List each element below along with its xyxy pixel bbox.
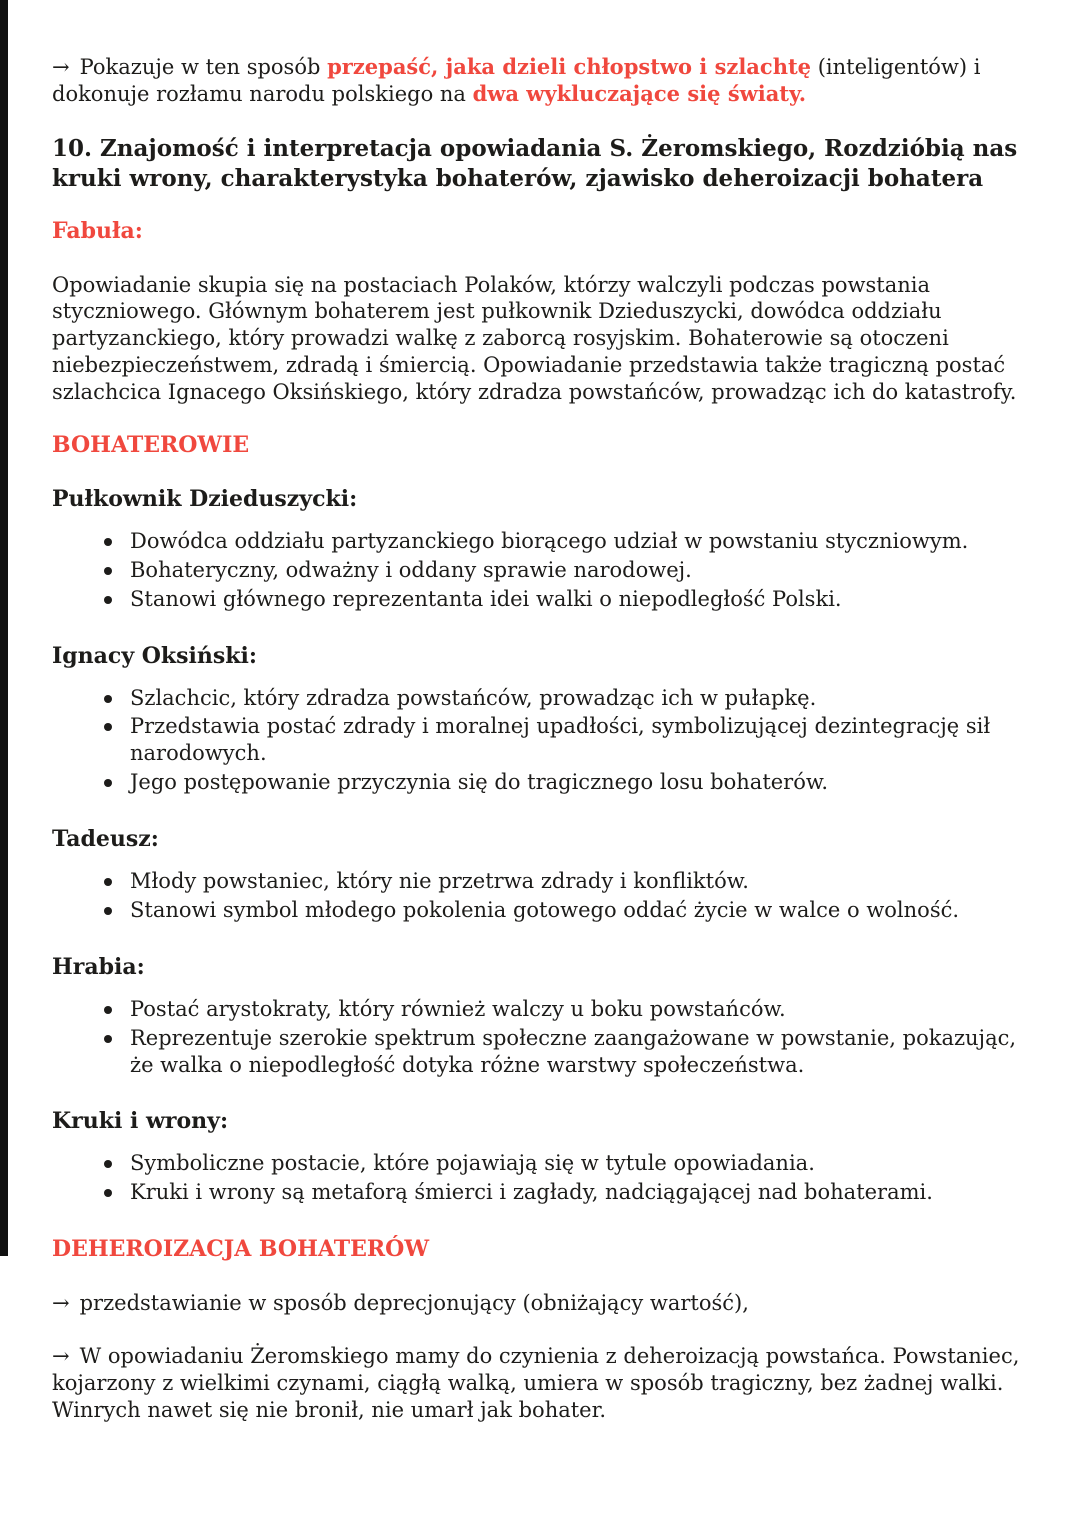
character-bullet: Reprezentuje szerokie spektrum społeczne zaangażowane w powstanie, pokazując, że walka o niepodległość dotyka różne warstwy społeczeństwa.: [130, 1025, 1034, 1079]
character-bullet: Symboliczne postacie, które pojawiają się w tytule opowiadania.: [130, 1150, 1034, 1177]
intro-text-1: Pokazuje w ten sposób: [79, 55, 328, 79]
main-heading: 10. Znajomość i interpretacja opowiadania S. Żeromskiego, Rozdzióbią nas kruki wrony, charakterystyka bohaterów, zjawisko deheroizacji bohatera: [52, 134, 1018, 192]
left-edge-bar: [0, 0, 8, 1256]
character-section-hrabia: [52, 954, 1034, 1079]
character-bullet-list: [52, 528, 1034, 613]
deheroizacja-text-1: przedstawianie w sposób deprecjonujący (obniżający wartość),: [79, 1291, 749, 1316]
deheroizacja-heading: DEHEROIZACJA BOHATERÓW: [52, 1236, 430, 1263]
character-bullet-list: [52, 685, 1034, 797]
arrow-icon: →: [52, 1344, 70, 1369]
character-section-dzieduszycki: [52, 486, 1034, 613]
fabula-label: Fabuła:: [52, 217, 143, 244]
character-name: Hrabia:: [52, 953, 145, 980]
character-bullet: Przedstawia postać zdrady i moralnej upadłości, symbolizującej dezintegrację sił narodowych.: [130, 713, 1034, 767]
intro-highlight-2: dwa wykluczające się światy.: [472, 80, 807, 106]
deheroizacja-text-2: W opowiadaniu Żeromskiego mamy do czynienia z deheroizacją powstańca. Powstaniec, kojarzony z wielkimi czynami, ciągłą walką, umiera w sposób tragiczny, bez żadnej walki. Winrych nawet się nie bronił, nie umarł jak bohater.: [52, 1344, 1020, 1422]
character-bullet: Bohateryczny, odważny i oddany sprawie narodowej.: [130, 557, 1034, 584]
character-bullet: Dowódca oddziału partyzanckiego biorącego udział w powstaniu styczniowym.: [130, 528, 1034, 555]
character-name: Kruki i wrony:: [52, 1108, 229, 1135]
character-bullet: Postać arystokraty, który również walczy u boku powstańców.: [130, 996, 1034, 1023]
character-bullet: Stanowi głównego reprezentanta idei walki o niepodległość Polski.: [130, 586, 1034, 613]
intro-text-2: (inteligentów) i dokonuje rozłamu narodu polskiego na: [52, 55, 981, 106]
arrow-icon: →: [52, 1291, 70, 1316]
arrow-icon: →: [52, 55, 70, 79]
intro-highlight-1: przepaść, jaka dzieli chłopstwo i szlachtę: [327, 54, 812, 79]
deheroizacja-line-2: [52, 1343, 1034, 1424]
character-section-oksinski: [52, 643, 1034, 797]
character-bullet-list: [52, 1150, 1034, 1206]
character-bullet: Młody powstaniec, który nie przetrwa zdrady i konfliktów.: [130, 868, 1034, 895]
character-bullet: Stanowi symbol młodego pokolenia gotowego oddać życie w walce o wolność.: [130, 897, 1034, 924]
bohaterowie-heading: BOHATEROWIE: [52, 431, 250, 458]
fabula-paragraph: Opowiadanie skupia się na postaciach Polaków, którzy walczyli podczas powstania styczniowego. Głównym bohaterem jest pułkownik Dzieduszycki, dowódca oddziału partyzanckiego, który prowadzi walkę z zaborcą rosyjskim. Bohaterowie są otoczeni niebezpieczeństwem, zdradą i śmiercią. Opowiadanie przedstawia także tragiczną postać szlachcica Ignacego Oksińskiego, który zdradza powstańców, prowadząc ich do katastrofy.: [52, 272, 1017, 405]
character-bullet: Szlachcic, który zdradza powstańców, prowadząc ich w pułapkę.: [130, 685, 1034, 712]
character-bullet: Jego postępowanie przyczynia się do tragicznego losu bohaterów.: [130, 769, 1034, 796]
character-bullet: Kruki i wrony są metaforą śmierci i zagłady, nadciągającej nad bohaterami.: [130, 1179, 1034, 1206]
character-name: Tadeusz:: [52, 826, 159, 853]
character-bullet-list: [52, 868, 1034, 924]
character-section-kruki-wrony: [52, 1108, 1034, 1206]
character-name: Ignacy Oksiński:: [52, 642, 258, 669]
intro-paragraph: [52, 54, 1034, 108]
character-name: Pułkownik Dzieduszycki:: [52, 485, 358, 512]
deheroizacja-line-1: [52, 1290, 1034, 1317]
character-section-tadeusz: [52, 826, 1034, 924]
character-bullet-list: [52, 996, 1034, 1079]
